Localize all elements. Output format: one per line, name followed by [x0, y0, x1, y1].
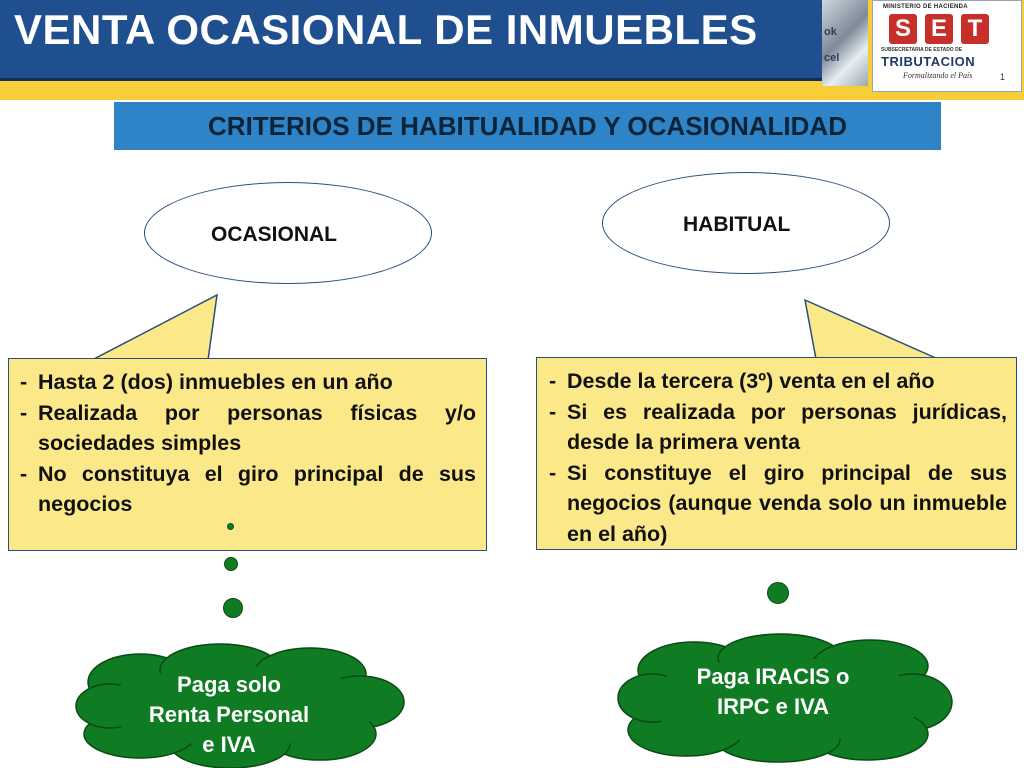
ocasional-criteria-box — [8, 358, 487, 551]
ocasional-label: OCASIONAL — [211, 223, 337, 246]
habitual-criteria-box — [536, 357, 1017, 550]
habitual-callout-pointer — [805, 300, 938, 359]
ocasional-result-text — [100, 670, 358, 760]
slide-number: 1 — [1000, 72, 1006, 82]
logo-name: TRIBUTACION — [881, 54, 976, 69]
ocasional-result-line: Paga solo — [177, 672, 281, 697]
ocasional-criterion: - Hasta 2 (dos) inmuebles en un año — [16, 367, 476, 398]
subtitle-text: CRITERIOS DE HABITUALIDAD Y OCASIONALIDAD — [208, 111, 847, 141]
habitual-label: HABITUAL — [683, 213, 791, 236]
habitual-criteria-list — [545, 366, 1007, 549]
ocasional-criteria-list — [16, 367, 476, 520]
thought-dot-small — [227, 523, 234, 530]
habitual-criterion: - Desde la tercera (3º) venta en el año — [545, 366, 1007, 397]
logo-letter-e: E — [925, 14, 953, 44]
logo-letter-s: S — [889, 14, 917, 44]
habitual-result-line: Paga IRACIS o — [696, 664, 850, 689]
habitual-criterion: - Si constituye el giro principal de sus negocios (aunque venda solo un inmueble en el año) — [545, 458, 1007, 550]
logo-ministry-text: MINISTERIO DE HACIENDA — [883, 4, 968, 10]
logo-subtitle: SUBSECRETARIA DE ESTADO DE — [881, 47, 963, 53]
ocasional-result-line: e IVA — [202, 732, 256, 757]
ocasional-criterion: - No constituya el giro principal de sus negocios — [16, 459, 476, 520]
habitual-criterion: - Si es realizada por personas jurídicas, desde la primera venta — [545, 397, 1007, 458]
ocasional-result-line: Renta Personal — [148, 702, 310, 727]
thought-dot-large — [223, 598, 243, 618]
thought-dot-medium — [224, 557, 238, 571]
ocasional-callout-pointer — [92, 295, 217, 360]
logo-letter-t: T — [961, 14, 989, 44]
ocasional-criterion: - Realizada por personas físicas y/o sociedades simples — [16, 398, 476, 459]
logo-slogan: Formalizando el País — [903, 71, 973, 80]
page-title: VENTA OCASIONAL DE INMUEBLES — [14, 6, 758, 53]
habitual-result-text — [640, 662, 906, 722]
header-photo: ok cel — [822, 0, 868, 86]
habitual-result-line: IRPC e IVA — [716, 694, 830, 719]
thought-dot-large — [767, 582, 789, 604]
